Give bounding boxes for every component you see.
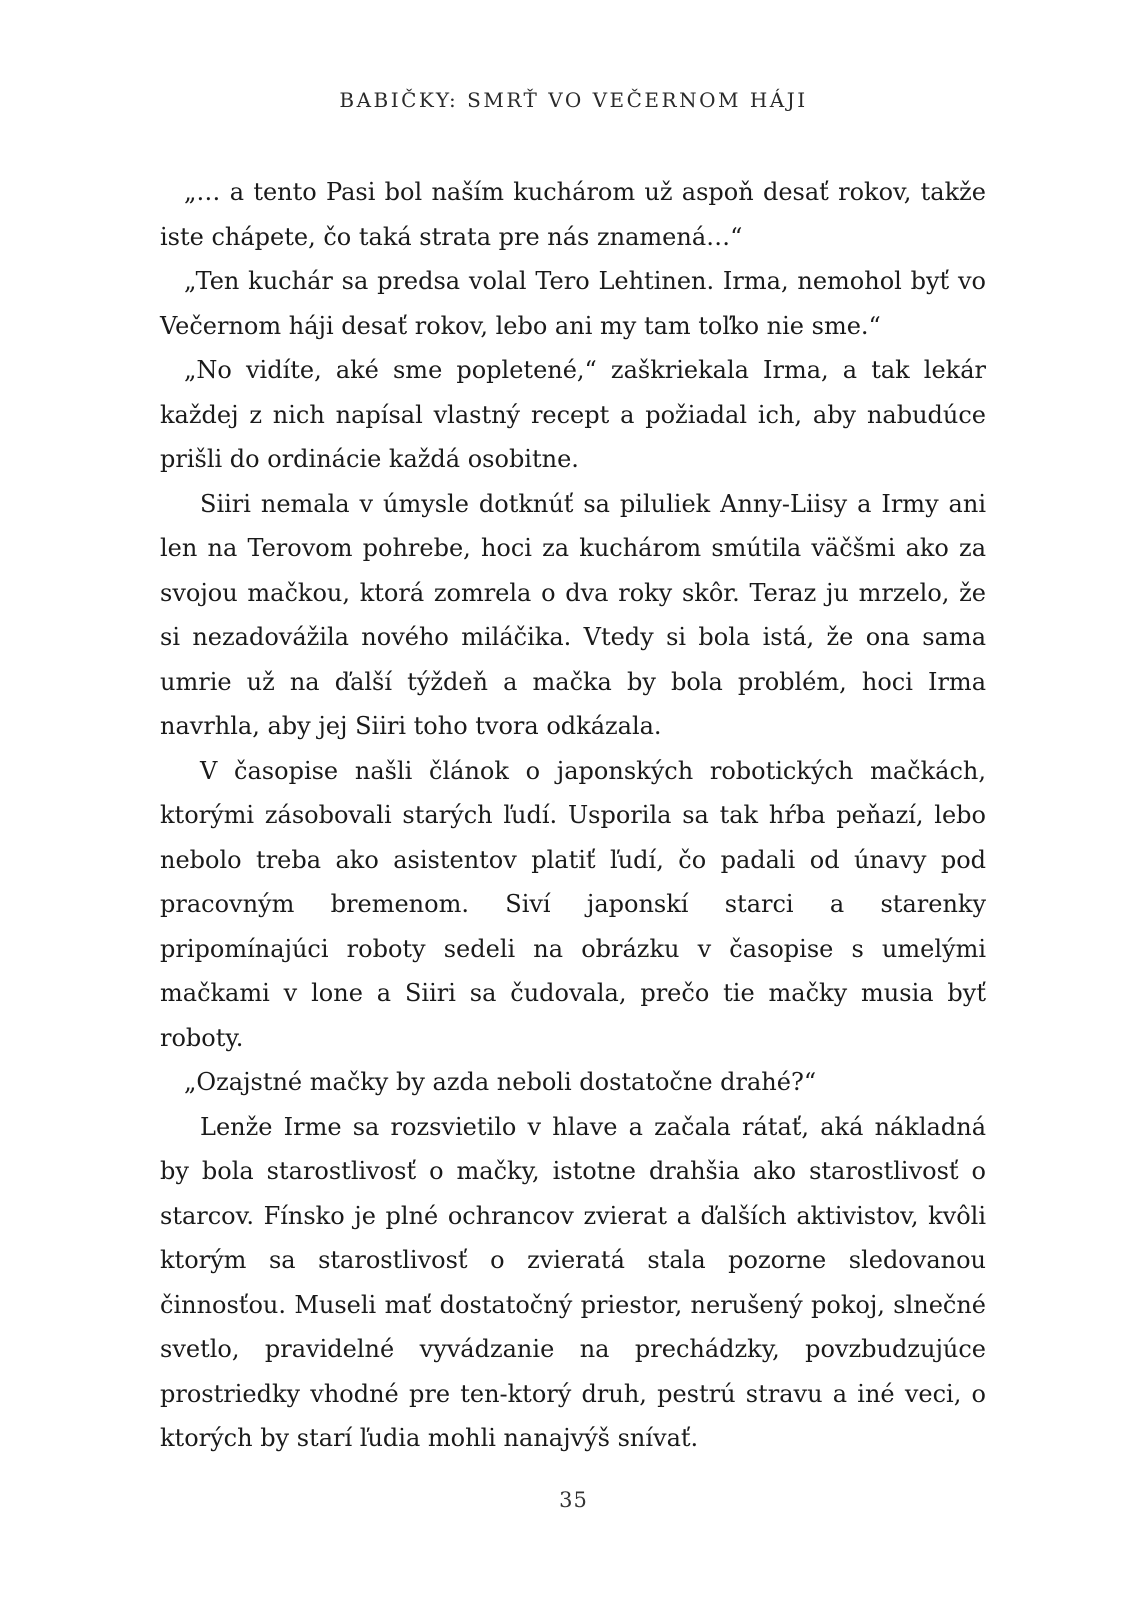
paragraph-5: V časopise našli článok o japonských robotických mačkách, ktorými zásobovali starých ľudí. Usporila sa tak hŕba peňazí, lebo nebolo treba ako asistentov platiť ľudí, čo padali od únavy pod pracovným bremenom. Siví japonskí starci a starenky pripomínajúci roboty sedeli na obrázku v časopise s umelými mačkami v lone a Siiri sa čudovala, prečo tie mačky musia byť roboty. xyxy=(160,756,986,1052)
running-header-title: BABIČKY: SMRŤ VO VEČERNOM HÁJI xyxy=(339,88,808,112)
paragraph-4: Siiri nemala v úmysle dotknúť sa piluliek Anny-Liisy a Irmy ani len na Terovom pohrebe, hoci za kuchárom smútila väčšmi ako za svojou mačkou, ktorá zomrela o dva roky skôr. Teraz ju mrzelo, že si nezadovážila nového miláčika. Vtedy si bola istá, že ona sama umrie už na ďalší týždeň a mačka by bola problém, hoci Irma navrhla, aby jej Siiri toho tvora odkázala. xyxy=(160,489,986,740)
body-text xyxy=(160,170,986,1461)
paragraph-3: „No vidíte, aké sme popletené,“ zaškriekala Irma, a tak lekár každej z nich napísal vlastný recept a požiadal ich, aby nabudúce prišli do ordinácie každá osobitne. xyxy=(160,356,986,473)
paragraph-1: „… a tento Pasi bol naším kuchárom už aspoň desať rokov, takže iste chápete, čo taká strata pre nás znamená…“ xyxy=(160,178,986,251)
paragraph-7: Lenže Irme sa rozsvietilo v hlave a začala rátať, aká nákladná by bola starostlivosť o mačky, istotne drahšia ako starostlivosť o starcov. Fínsko je plné ochrancov zvierat a ďalších aktivistov, kvôli ktorým sa starostlivosť o zvieratá stala pozorne sledovanou činnosťou. Museli mať dostatočný priestor, nerušený pokoj, slnečné svetlo, pravidelné vyvádzanie na prechádzky, povzbudzujúce prostriedky vhodné pre ten-ktorý druh, pestrú stravu a iné veci, o ktorých by starí ľudia mohli nanajvýš snívať. xyxy=(160,1112,986,1452)
paragraph-2: „Ten kuchár sa predsa volal Tero Lehtinen. Irma, nemohol byť vo Večernom háji desať rokov, lebo ani my tam toľko nie sme.“ xyxy=(160,267,986,340)
paragraph-6: „Ozajstné mačky by azda neboli dostatočne drahé?“ xyxy=(184,1068,817,1096)
page-number: 35 xyxy=(559,1488,588,1512)
